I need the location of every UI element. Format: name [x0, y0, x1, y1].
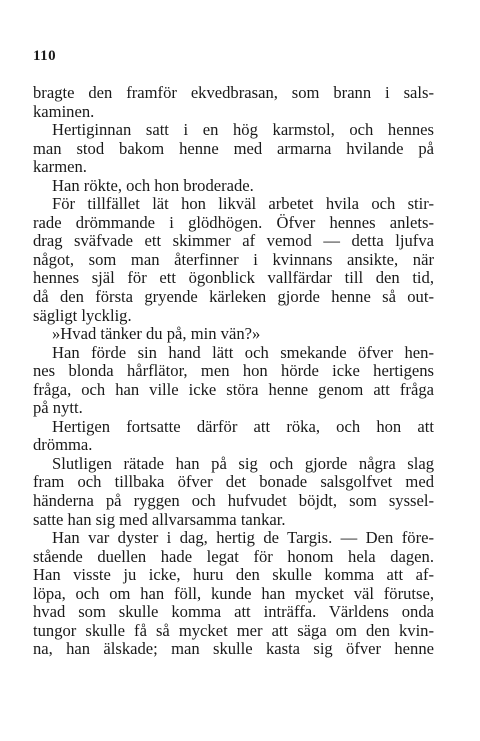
text-line: Han visste ju icke, huru den skulle komma att af-: [33, 565, 434, 585]
body-text: [33, 84, 434, 659]
text-line: drag sväfvade ett skimmer af vemod — detta ljufva: [33, 231, 434, 251]
text-line: hvad som skulle komma att inträffa. Världens onda: [33, 602, 434, 622]
text-line: Hertiginnan satt i en hög karmstol, och hennes: [52, 120, 434, 140]
text-line: tungor skulle få så mycket mer att säga om den kvin-: [33, 620, 434, 640]
text-line: hennes själ för ett ögonblick vallfärdar till den tid,: [33, 268, 434, 288]
text-line: man stod bakom henne med armarna hvilande på: [33, 138, 434, 158]
text-line: bragte den framför ekvedbrasan, som brann i sals-: [33, 83, 434, 102]
text-line: Han var dyster i dag, hertig de Targis. — Den före-: [52, 528, 434, 548]
text-line: satte han sig med allvarsamma tankar.: [33, 509, 286, 529]
text-line: löpa, och om han föll, kunde han mycket väl förutse,: [33, 583, 434, 603]
text-line: fram och tillbaka öfver det bonade salsgolfvet med: [33, 472, 434, 492]
text-line: sägligt lycklig.: [33, 305, 132, 325]
text-line: Han rökte, och hon broderade.: [52, 175, 254, 195]
text-line: då den första gryende kärleken gjorde henne så out-: [33, 287, 434, 307]
text-line: stående duellen hade legat för honom hela dagen.: [33, 546, 434, 566]
text-line: kaminen.: [33, 101, 95, 121]
text-line: nes blonda hårflätor, men hon hörde icke hertigens: [33, 361, 434, 381]
page-number: 110: [33, 48, 57, 64]
text-line: Han förde sin hand lätt och smekande öfver hen-: [52, 342, 434, 362]
text-line: fråga, och han ville icke störa henne genom att fråga: [33, 379, 434, 399]
text-line: För tillfället lät hon likväl arbetet hvila och stir-: [52, 194, 434, 214]
text-line: händerna på ryggen och hufvudet böjdt, som syssel-: [33, 491, 434, 511]
text-line: något, som man återfinner i kvinnans ansikte, när: [33, 249, 434, 269]
text-line: karmen.: [33, 157, 87, 177]
text-line: Hertigen fortsatte därför att röka, och hon att: [52, 416, 434, 436]
text-line: Slutligen rätade han på sig och gjorde några slag: [52, 453, 434, 473]
text-line: na, han älskade; man skulle kasta sig öfver henne: [33, 639, 434, 659]
text-line: »Hvad tänker du på, min vän?»: [52, 324, 261, 344]
text-line: rade drömmande i glödhögen. Öfver hennes anlets-: [33, 212, 434, 232]
text-line: på nytt.: [33, 398, 83, 418]
text-line: drömma.: [33, 435, 93, 455]
